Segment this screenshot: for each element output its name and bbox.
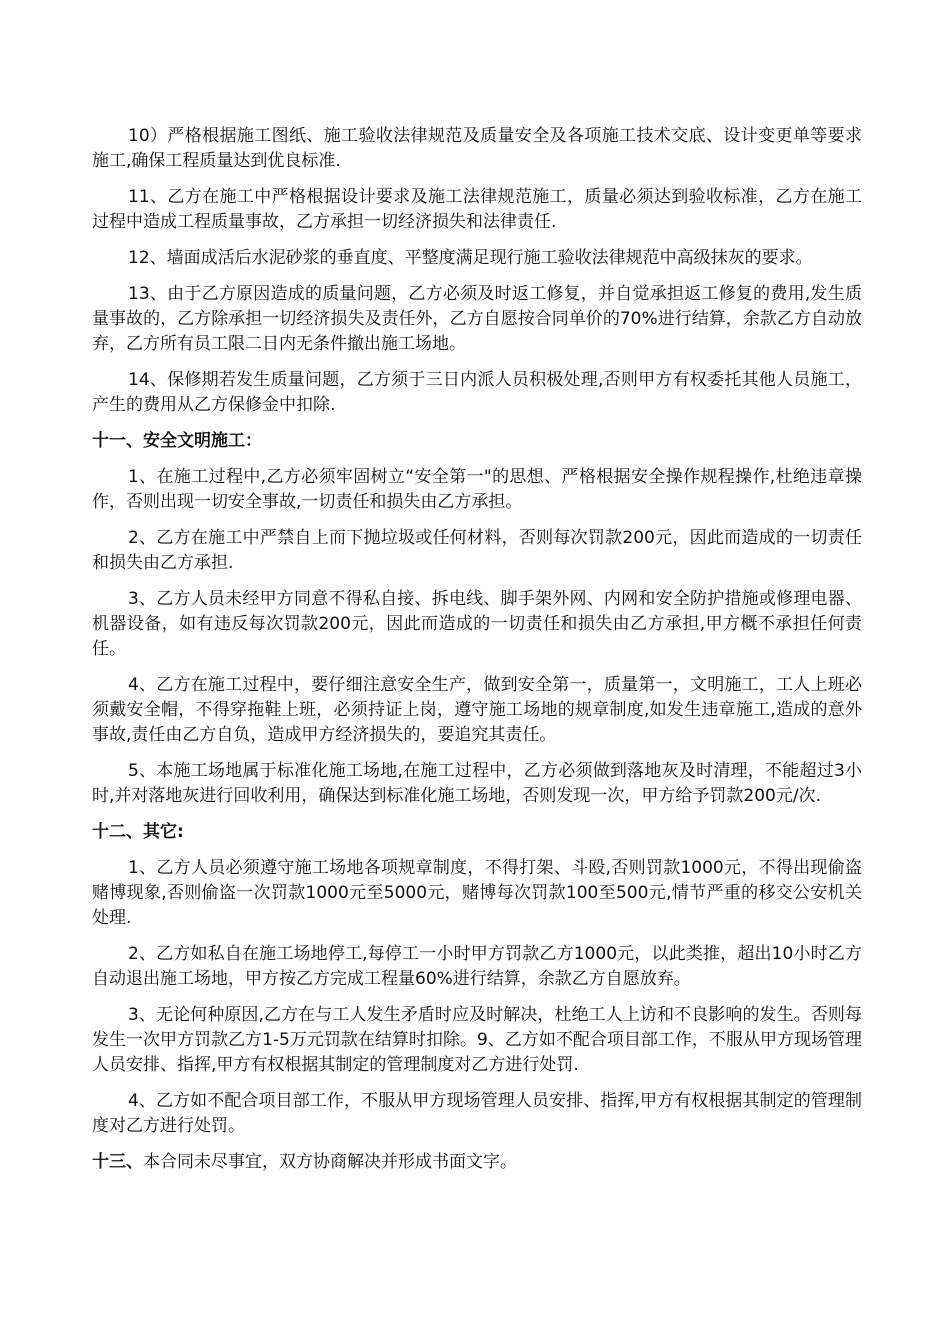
quality-item-10: 10）严格根据施工图纸、施工验收法律规范及质量安全及各项施工技术交底、设计变更单等要求施工,确保工程质量达到优良标准. bbox=[92, 126, 862, 171]
safety-item-5: 5、本施工场地属于标准化施工场地,在施工过程中，乙方必须做到落地灰及时清理，不能超过3小时,并对落地灰进行回收利用，确保达到标准化施工场地，否则发现一次，甲方给予罚款200元/次. bbox=[92, 761, 862, 806]
other-item-2: 2、乙方如私自在施工场地停工,每停工一小时甲方罚款乙方1000元，以此类推，超出10小时乙方自动退出施工场地，甲方按乙方完成工程量60%进行结算，余款乙方自愿放弃。 bbox=[92, 944, 862, 989]
safety-item-1: 1、在施工过程中,乙方必须牢固树立“安全第一"的思想、严格根据安全操作规程操作,杜绝违章操作，否则出现一切安全事故,一切责任和损失由乙方承担。 bbox=[92, 467, 862, 512]
other-item-4: 4、乙方如不配合项目部工作，不服从甲方现场管理人员安排、指挥,甲方有权根据其制定的管理制度对乙方进行处罚。 bbox=[92, 1091, 862, 1136]
section-13-text: 本合同未尽事宜，双方协商解决并形成书面文字。 bbox=[143, 1152, 517, 1172]
section-11-heading: 十一、安全文明施工： bbox=[92, 431, 262, 451]
safety-item-3: 3、乙方人员未经甲方同意不得私自接、拆电线、脚手架外网、内网和安全防护措施或修理电器、机器设备，如有违反每次罚款200元，因此而造成的一切责任和损失由乙方承担,甲方概不承担任何责任。 bbox=[92, 589, 862, 659]
document-body bbox=[92, 124, 862, 1186]
quality-item-14: 14、保修期若发生质量问题，乙方须于三日内派人员积极处理,否则甲方有权委托其他人员施工，产生的费用从乙方保修金中扣除. bbox=[92, 370, 862, 415]
other-item-1: 1、乙方人员必须遵守施工场地各项规章制度，不得打架、斗殴,否则罚款1000元，不得出现偷盗赌博现象,否则偷盗一次罚款1000元至5000元，赌博每次罚款100至500元,情节严重的移交公安机关处理. bbox=[92, 858, 862, 928]
safety-item-4: 4、乙方在施工过程中，要仔细注意安全生产，做到安全第一，质量第一，文明施工，工人上班必须戴安全帽，不得穿拖鞋上班，必须持证上岗，遵守施工场地的规章制度,如发生违章施工,造成的意外事故,责任由乙方自负，造成甲方经济损失的，要追究其责任。 bbox=[92, 675, 862, 745]
quality-item-13: 13、由于乙方原因造成的质量问题，乙方必须及时返工修复，并自觉承担返工修复的费用,发生质量事故的，乙方除承担一切经济损失及责任外，乙方自愿按合同单价的70%进行结算，余款乙方自动放弃，乙方所有员工限二日内无条件撤出施工场地。 bbox=[92, 284, 862, 354]
quality-item-11: 11、乙方在施工中严格根据设计要求及施工法律规范施工，质量必须达到验收标准，乙方在施工过程中造成工程质量事故，乙方承担一切经济损失和法律责任. bbox=[92, 187, 862, 232]
safety-item-2: 2、乙方在施工中严禁自上而下抛垃圾或任何材料，否则每次罚款200元，因此而造成的一切责任和损失由乙方承担. bbox=[92, 528, 862, 573]
section-12-heading: 十二、其它: bbox=[92, 822, 184, 842]
section-13-heading: 十三、 bbox=[92, 1152, 143, 1172]
section-13 bbox=[92, 1150, 862, 1175]
quality-item-12: 12、墙面成活后水泥砂浆的垂直度、平整度满足现行施工验收法律规范中高级抹灰的要求。 bbox=[128, 248, 813, 268]
other-item-3: 3、无论何种原因,乙方在与工人发生矛盾时应及时解决，杜绝工人上访和不良影响的发生。否则每发生一次甲方罚款乙方1-5万元罚款在结算时扣除。9、乙方如不配合项目部工作，不服从甲方现场管理人员安排、指挥,甲方有权根据其制定的管理制度对乙方进行处罚. bbox=[92, 1005, 862, 1075]
